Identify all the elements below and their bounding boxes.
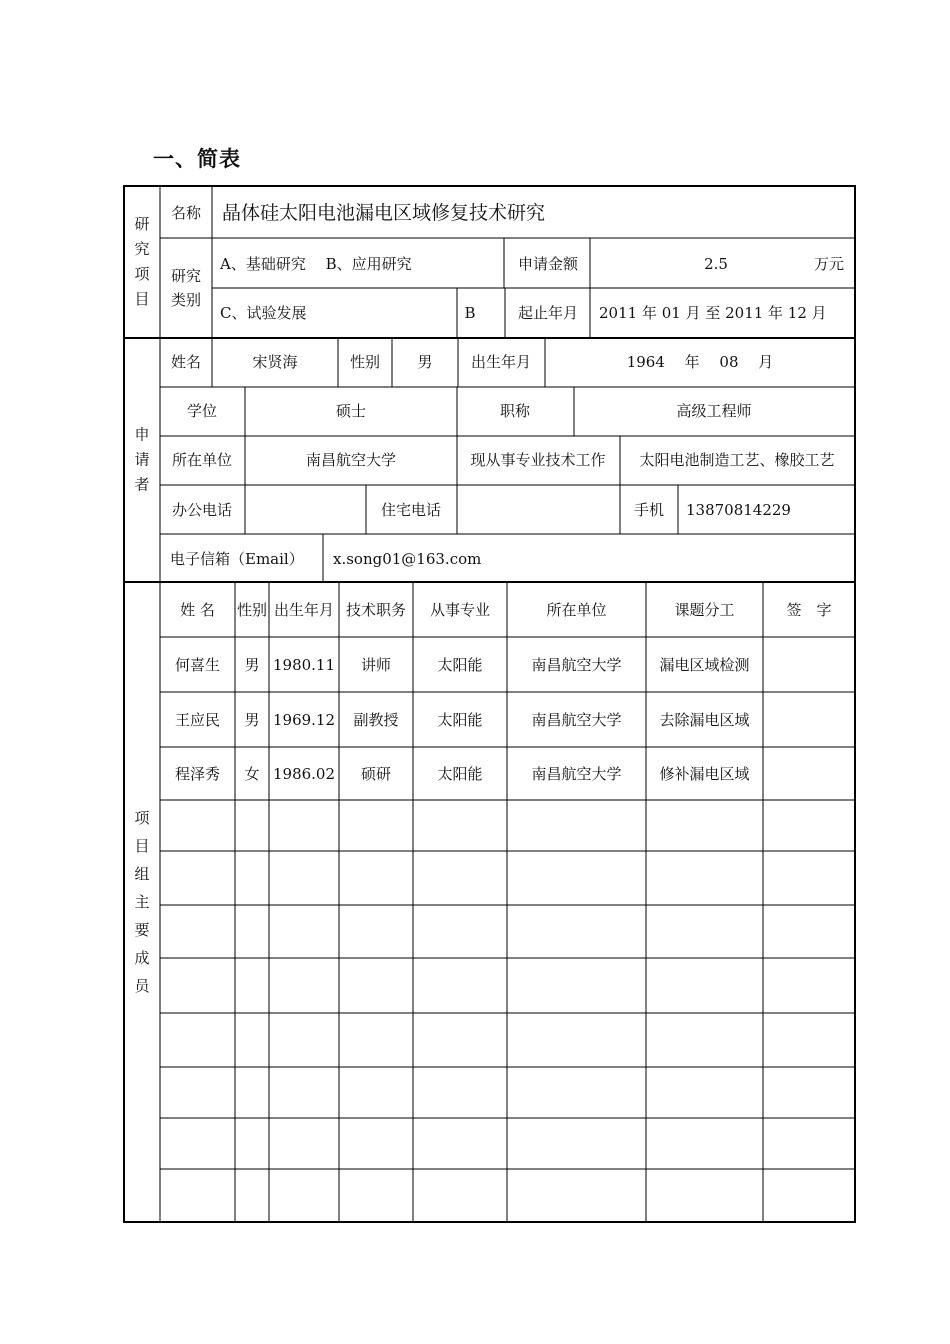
applicant-title-label: 职称: [499, 402, 531, 420]
applicant-field-value: 太阳电池制造工艺、橡胶工艺: [639, 451, 835, 469]
members-cell-position: 副教授: [353, 710, 399, 729]
members-cell-gender: 女: [244, 764, 260, 783]
project-category-selected: B: [464, 304, 476, 322]
section-label-project: 研究项目: [134, 215, 150, 308]
project-period-label: 起止年月: [517, 304, 579, 322]
members-cell-specialty: 太阳能: [437, 764, 483, 783]
project-amount-value: 2.5: [704, 255, 728, 273]
members-cell-gender: 男: [244, 655, 260, 674]
project-category-label: 研究类别: [170, 267, 201, 309]
members-cell-specialty: 太阳能: [437, 655, 483, 674]
members-cell-position: 讲师: [360, 655, 392, 674]
applicant-name-value: 宋贤海: [252, 353, 298, 371]
page-heading: 一、简表: [153, 147, 241, 171]
applicant-office-phone-label: 办公电话: [171, 501, 233, 519]
members-cell-gender: 男: [244, 710, 260, 729]
project-period-value: 2011 年 01 月 至 2011 年 12 月: [599, 304, 827, 322]
members-header-signature: 签 字: [786, 600, 832, 619]
members-cell-name: 何喜生: [174, 655, 221, 674]
applicant-field-label: 现从事专业技术工作: [470, 451, 606, 469]
applicant-degree-label: 学位: [186, 402, 218, 420]
members-header-name: 姓 名: [180, 600, 215, 619]
applicant-email-value: x.song01@163.com: [333, 550, 482, 568]
project-name-label: 名称: [170, 204, 202, 222]
applicant-home-phone-label: 住宅电话: [380, 501, 442, 519]
members-cell-specialty: 太阳能: [437, 710, 483, 729]
section-label-applicant: 申请者: [134, 425, 150, 494]
members-header-task: 课题分工: [674, 600, 735, 619]
members-header-gender: 性别: [236, 600, 268, 619]
members-cell-unit: 南昌航空大学: [531, 764, 622, 783]
members-cell-birth: 1980.11: [272, 655, 336, 674]
project-category-options-2: C、试验发展: [220, 304, 307, 322]
members-cell-birth: 1986.02: [272, 764, 336, 783]
members-cell-name: 王应民: [174, 710, 221, 729]
members-header-birth: 出生年月: [273, 600, 335, 619]
members-cell-task: 修补漏电区域: [659, 764, 750, 783]
members-cell-task: 去除漏电区域: [659, 710, 750, 729]
project-amount-unit: 万元: [813, 255, 845, 273]
applicant-email-label: 电子信箱（Email）: [170, 550, 304, 568]
members-cell-name: 程泽秀: [174, 764, 221, 783]
applicant-title-value: 高级工程师: [676, 402, 752, 420]
applicant-gender-label: 性别: [349, 353, 381, 371]
applicant-birth-value: 1964 年 08 月: [626, 353, 774, 371]
applicant-mobile-label: 手机: [633, 501, 665, 519]
applicant-mobile-value: 13870814229: [686, 501, 791, 519]
section-label-members: 项目组主要成员: [134, 809, 150, 995]
members-cell-unit: 南昌航空大学: [531, 710, 622, 729]
members-header-unit: 所在单位: [546, 600, 607, 619]
applicant-unit-value: 南昌航空大学: [305, 451, 397, 469]
applicant-birth-label: 出生年月: [470, 353, 532, 371]
applicant-degree-value: 硕士: [335, 402, 367, 420]
members-cell-birth: 1969.12: [272, 710, 336, 729]
project-category-options-1: A、基础研究 B、应用研究: [220, 255, 412, 273]
project-name-value: 晶体硅太阳电池漏电区域修复技术研究: [222, 202, 546, 224]
members-cell-position: 硕研: [360, 764, 392, 783]
applicant-unit-label: 所在单位: [171, 451, 233, 469]
members-header-specialty: 从事专业: [429, 600, 491, 619]
members-header-position: 技术职务: [345, 600, 407, 619]
members-cell-unit: 南昌航空大学: [531, 655, 622, 674]
members-cell-task: 漏电区域检测: [659, 655, 750, 674]
applicant-gender-value: 男: [417, 353, 433, 371]
project-amount-label: 申请金额: [517, 255, 579, 273]
applicant-name-label: 姓名: [170, 353, 202, 371]
